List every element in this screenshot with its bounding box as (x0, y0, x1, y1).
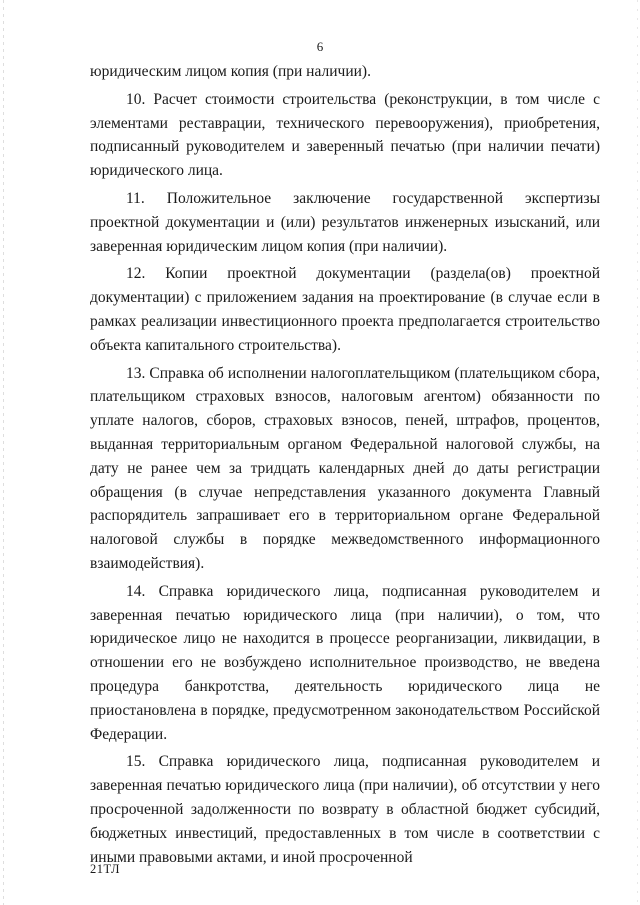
paragraph-item-15: 15. Справка юридического лица, подписанная руководителем и заверенная печатью юридического лица (при наличии), об отсутствии у него просроченной задолженности по возврату в областной бюджет субсидий, бюджетных инвестиций, предоставленных в том числе в соответствии с иными правовыми актами, и иной просроченной (90, 753, 600, 866)
paragraph-item-14: 14. Справка юридического лица, подписанная руководителем и заверенная печатью юридического лица (при наличии), о том, что юридическое лицо не находится в процессе реорганизации, ликвидации, в отношении его не возбуждено исполнительное производство, не введена процедура банкротства, деятельность юридического лица не приостановлена в порядке, предусмотренном законодательством Российской Федерации. (90, 582, 600, 743)
paragraph-item-12: 12. Копии проектной документации (раздела(ов) проектной документации) с приложением задания на проектирование (в случае если в рамках реализации инвестиционного проекта предполагается строительство объекта капитального строительства). (90, 265, 600, 354)
scan-right-edge (637, 0, 638, 905)
paragraph-item-11: 11. Положительное заключение государственной экспертизы проектной документации и (или) результатов инженерных изысканий, или заверенная юридическим лицом копия (при наличии). (90, 189, 600, 255)
page-number: 6 (316, 39, 324, 54)
paragraph-item-10: 10. Расчет стоимости строительства (реконструкции, в том числе с элементами реставрации, технического перевооружения), приобретения, подписанный руководителем и заверенный печатью (при наличии печати) юридического лица. (90, 90, 600, 180)
paragraph-item-13: 13. Справка об исполнении налогоплательщиком (плательщиком сбора, плательщиком страховых взносов, налоговым агентом) обязанности по уплате налогов, сборов, страховых взносов, пеней, штрафов, процентов, выданная территориальным органом Федеральной налоговой службы, на дату не ранее чем за тридцать календарных дней до даты регистрации обращения (в случае непредставления указанного документа Главный распорядитель запрашивает его в территориальном органе Федеральной налоговой службы в порядке межведомственного информационного взаимодействия). (90, 364, 600, 572)
scan-left-edge (3, 0, 4, 905)
footer-document-code: 21ТЛ (90, 862, 120, 876)
paragraph-continuation: юридическим лицом копия (при наличии). (90, 63, 371, 80)
document-body (90, 60, 600, 873)
